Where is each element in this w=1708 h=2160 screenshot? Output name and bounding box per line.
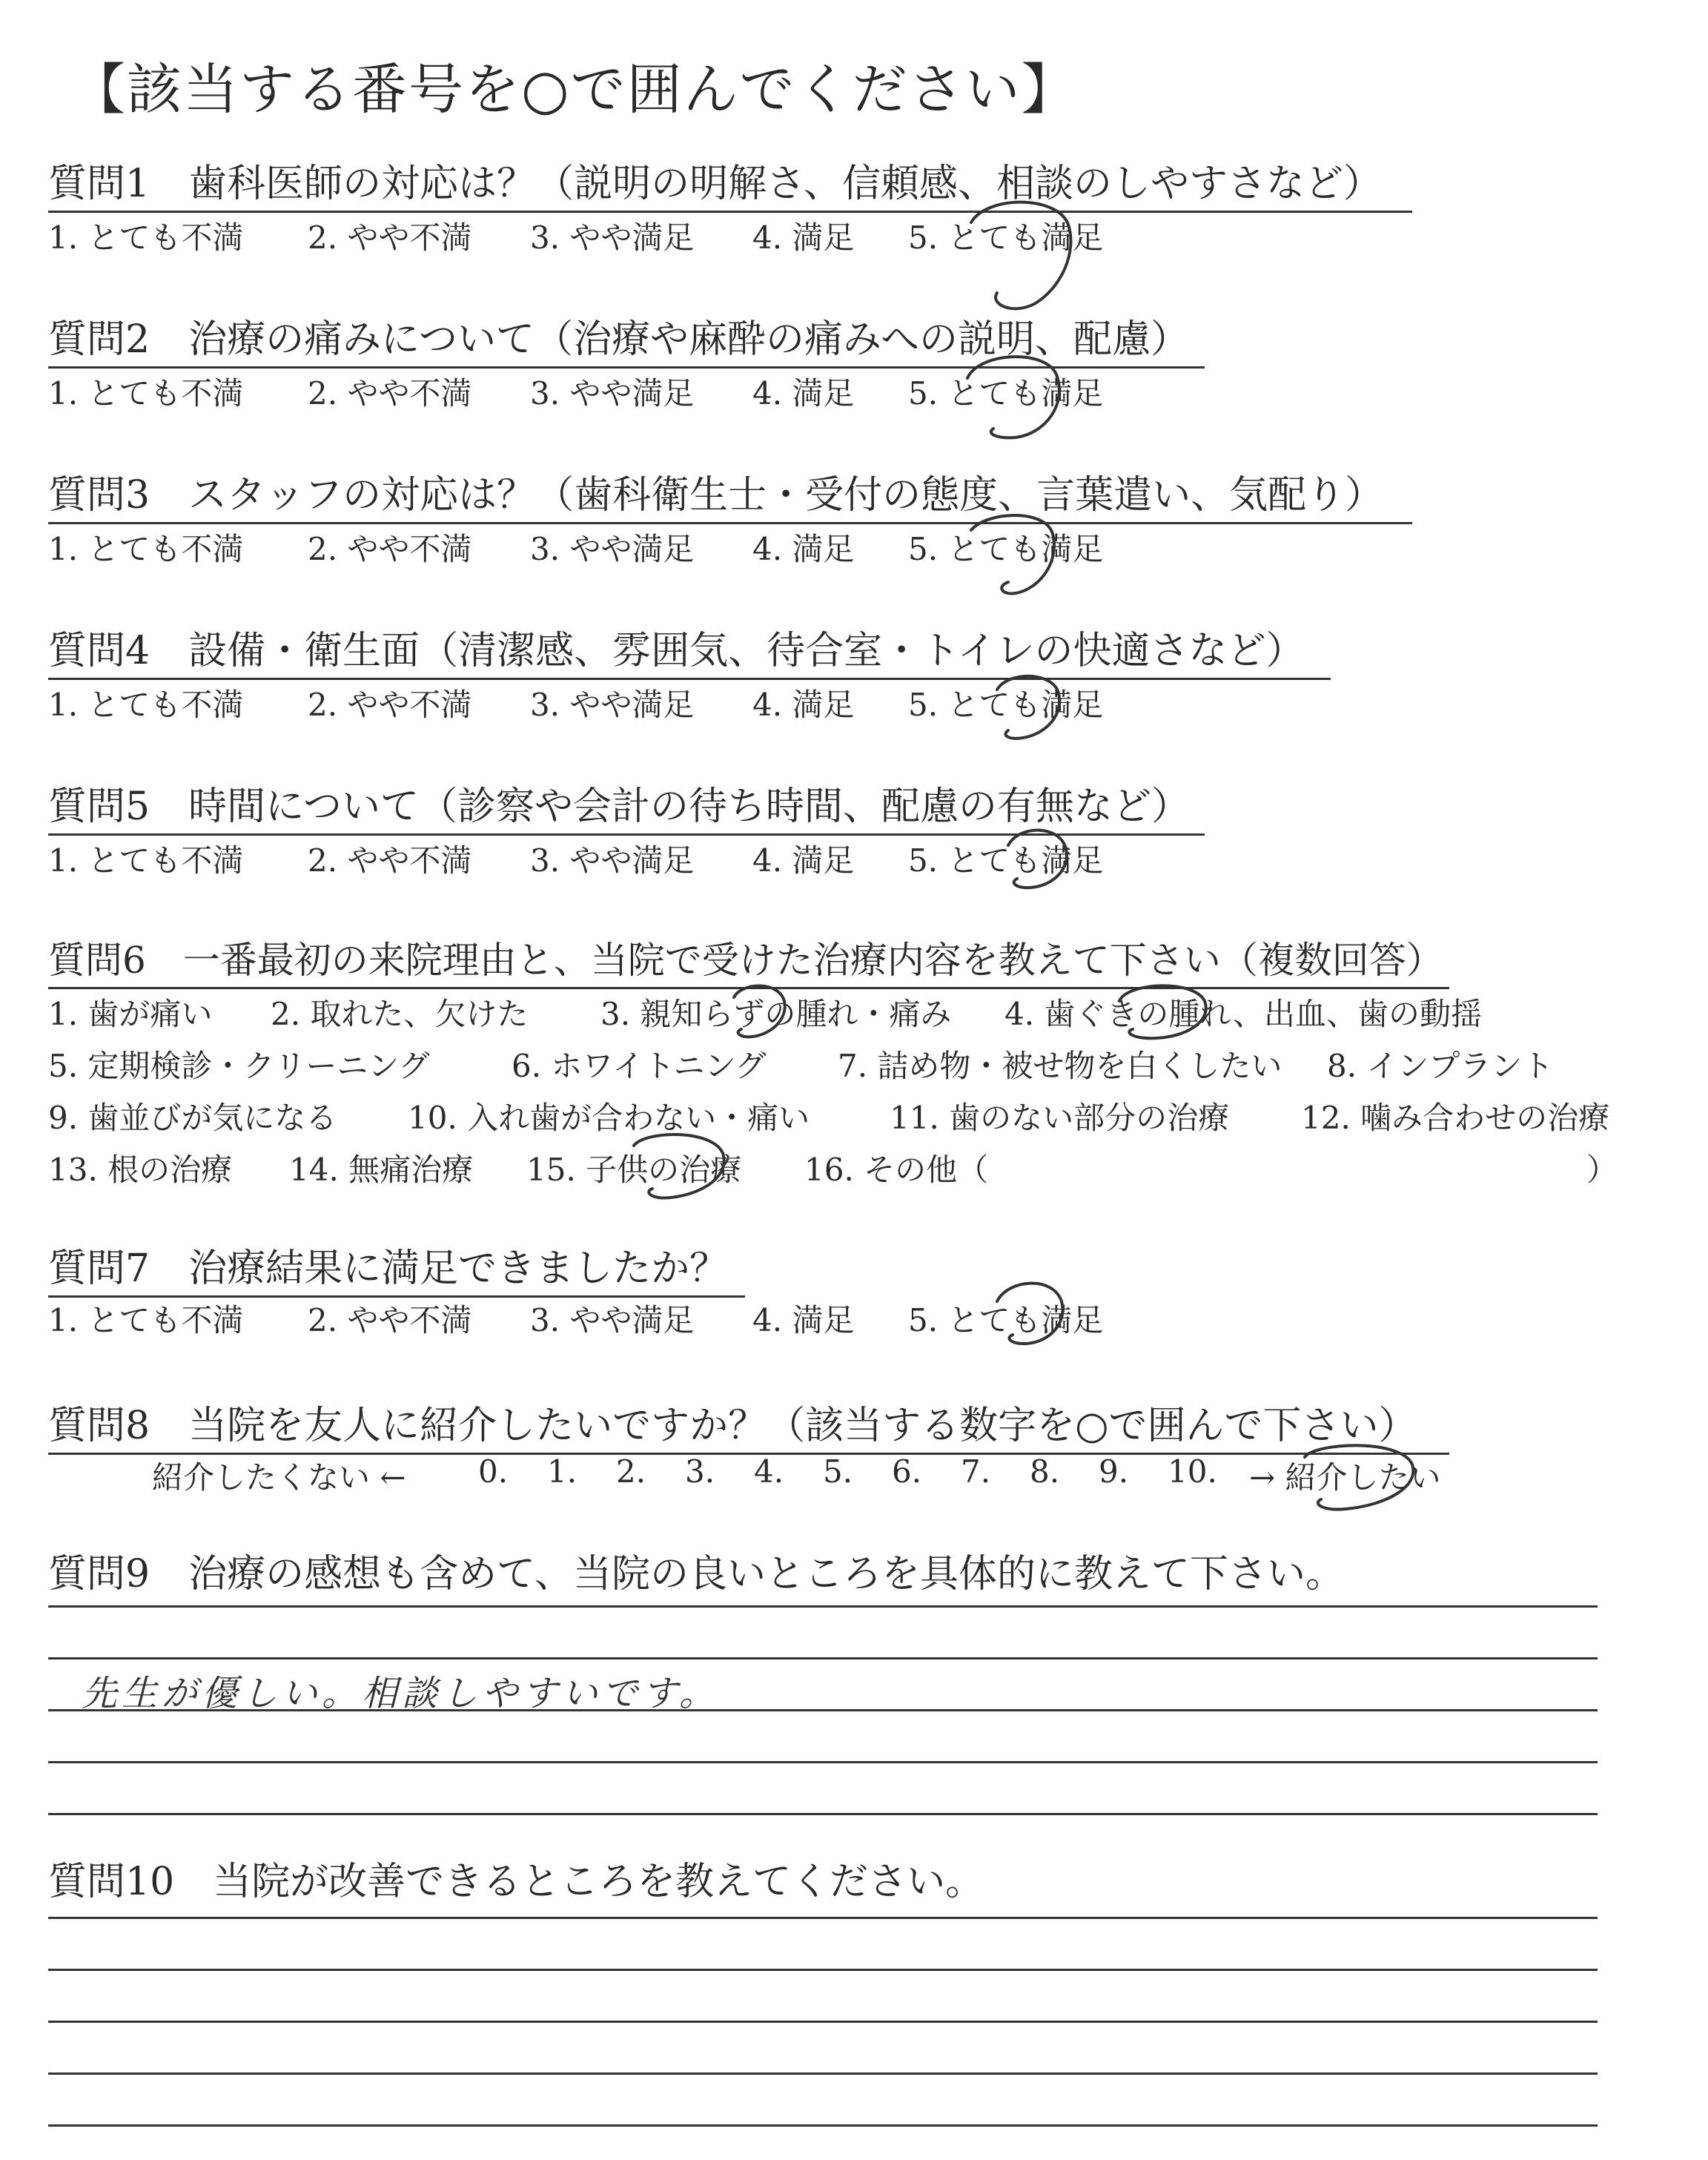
question-2-title: 質問2 治療の痛みについて（治療や麻酔の痛みへの説明、配慮） (48, 308, 1205, 369)
q4-option-2[interactable]: 2. やや不満 (308, 687, 472, 723)
question-3-title: 質問3 スタッフの対応は？（歯科衛生士・受付の態度、言葉遣い、気配り） (48, 463, 1412, 524)
q8-selection-circle (1305, 1445, 1413, 1509)
q5-option-2[interactable]: 2. やや不満 (308, 842, 472, 879)
form-header: 【該当する番号を○で囲んでください】 (70, 58, 1078, 122)
q1-option-3[interactable]: 3. やや満足 (530, 219, 695, 256)
question-8-title: 質問8 当院を友人に紹介したいですか？（該当する数字を○で囲んで下さい） (48, 1394, 1449, 1455)
question-4-title: 質問4 設備・衛生面（清潔感、雰囲気、待合室・トイレの快適さなど） (48, 619, 1331, 680)
q8-option-3[interactable]: 3. (685, 1453, 715, 1490)
q8-option-8[interactable]: 8. (1030, 1453, 1060, 1490)
q7-option-2[interactable]: 2. やや不満 (308, 1302, 472, 1338)
q6-other-close-paren: ） (1586, 1152, 1618, 1188)
q4-selection-circle (997, 676, 1059, 739)
q6-option-2[interactable]: 2. 取れた、欠けた (271, 996, 529, 1032)
q8-option-4[interactable]: 4. (754, 1453, 784, 1490)
q3-option-3[interactable]: 3. やや満足 (530, 531, 695, 567)
q3-option-2[interactable]: 2. やや不満 (308, 531, 472, 567)
q9-handwritten-answer[interactable]: 先生が優しい。相談しやすいです。 (82, 1673, 720, 1714)
q6-option-6[interactable]: 6. ホワイトニング (512, 1048, 767, 1084)
q7-option-4[interactable]: 4. 満足 (752, 1302, 855, 1338)
q6-option-3[interactable]: 3. 親知らずの腫れ・痛み (600, 996, 952, 1032)
question-10-title: 質問10 当院が改善できるところを教えてください。 (48, 1860, 984, 1904)
q1-option-1[interactable]: 1. とても不満 (48, 219, 244, 256)
q4-option-4[interactable]: 4. 満足 (752, 687, 855, 723)
q7-option-3[interactable]: 3. やや満足 (530, 1302, 695, 1338)
q6-option-7[interactable]: 7. 詰め物・被せ物を白くしたい (838, 1048, 1282, 1084)
q7-selection-circle (997, 1284, 1063, 1344)
q6-option-3-circle (734, 985, 785, 1037)
q3-option-5[interactable]: 5. とても満足 (908, 531, 1104, 567)
q6-option-13[interactable]: 13. 根の治療 (48, 1152, 233, 1188)
q5-selection-circle (1008, 830, 1067, 888)
q8-option-6[interactable]: 6. (892, 1453, 922, 1490)
q6-option-5[interactable]: 5. 定期検診・クリーニング (48, 1048, 430, 1084)
q6-option-1[interactable]: 1. 歯が痛い (48, 996, 213, 1032)
q7-option-5[interactable]: 5. とても満足 (908, 1302, 1104, 1338)
q4-option-5[interactable]: 5. とても満足 (908, 687, 1104, 723)
q6-option-15[interactable]: 15. 子供の治療 (526, 1152, 742, 1188)
q1-option-2[interactable]: 2. やや不満 (308, 219, 472, 256)
q4-option-3[interactable]: 3. やや満足 (530, 687, 695, 723)
question-7-title: 質問7 治療結果に満足できましたか？ (48, 1237, 745, 1298)
q5-option-3[interactable]: 3. やや満足 (530, 842, 695, 879)
q6-option-10[interactable]: 10. 入れ歯が合わない・痛い (408, 1100, 810, 1136)
q6-option-12[interactable]: 12. 噛み合わせの治療 (1301, 1100, 1610, 1136)
q8-option-9[interactable]: 9. (1099, 1453, 1129, 1490)
q2-option-4[interactable]: 4. 満足 (752, 375, 855, 412)
question-9-title: 質問9 治療の感想も含めて、当院の良いところを具体的に教えて下さい。 (48, 1552, 1345, 1596)
q1-selection-circle (971, 202, 1070, 309)
q6-option-16[interactable]: 16. その他（ (804, 1152, 989, 1188)
q8-option-0[interactable]: 0. (478, 1453, 509, 1490)
q6-option-9[interactable]: 9. 歯並びが気になる (48, 1100, 337, 1136)
q3-selection-circle (971, 515, 1054, 593)
q8-option-10[interactable]: 10. (1168, 1453, 1217, 1490)
q6-option-4-circle (1119, 985, 1206, 1038)
q2-option-1[interactable]: 1. とても不満 (48, 375, 244, 412)
question-5-title: 質問5 時間について（診察や会計の待ち時間、配慮の有無など） (48, 775, 1205, 836)
q8-left-label: 紹介したくない ← (152, 1459, 406, 1496)
q2-option-3[interactable]: 3. やや満足 (530, 375, 695, 412)
q5-option-4[interactable]: 4. 満足 (752, 842, 855, 879)
q6-option-14[interactable]: 14. 無痛治療 (289, 1152, 474, 1188)
q3-option-1[interactable]: 1. とても不満 (48, 531, 244, 567)
q5-option-1[interactable]: 1. とても不満 (48, 842, 244, 879)
q4-option-1[interactable]: 1. とても不満 (48, 687, 244, 723)
q7-option-1[interactable]: 1. とても不満 (48, 1302, 244, 1338)
q2-selection-circle (967, 357, 1059, 437)
q6-option-11[interactable]: 11. 歯のない部分の治療 (890, 1100, 1230, 1136)
q1-option-4[interactable]: 4. 満足 (752, 219, 855, 256)
question-6-title: 質問6 一番最初の来院理由と、当院で受けた治療内容を教えて下さい（複数回答） (48, 931, 1449, 989)
q6-option-8[interactable]: 8. インプラント (1327, 1048, 1554, 1084)
q8-right-label[interactable]: → 紹介したい (1249, 1459, 1441, 1496)
q6-option-4[interactable]: 4. 歯ぐきの腫れ、出血、歯の動揺 (1004, 996, 1482, 1032)
q2-option-2[interactable]: 2. やや不満 (308, 375, 472, 412)
q3-option-4[interactable]: 4. 満足 (752, 531, 855, 567)
q2-option-5[interactable]: 5. とても満足 (908, 375, 1104, 412)
q8-option-2[interactable]: 2. (616, 1453, 646, 1490)
q5-option-5[interactable]: 5. とても満足 (908, 842, 1104, 879)
q8-option-1[interactable]: 1. (547, 1453, 577, 1490)
q6-option-15-circle (634, 1135, 724, 1198)
q8-option-5[interactable]: 5. (823, 1453, 853, 1490)
q8-option-7[interactable]: 7. (961, 1453, 991, 1490)
q1-option-5[interactable]: 5. とても満足 (908, 219, 1104, 256)
question-1-title: 質問1 歯科医師の対応は？（説明の明解さ、信頼感、相談のしやすさなど） (48, 152, 1412, 213)
